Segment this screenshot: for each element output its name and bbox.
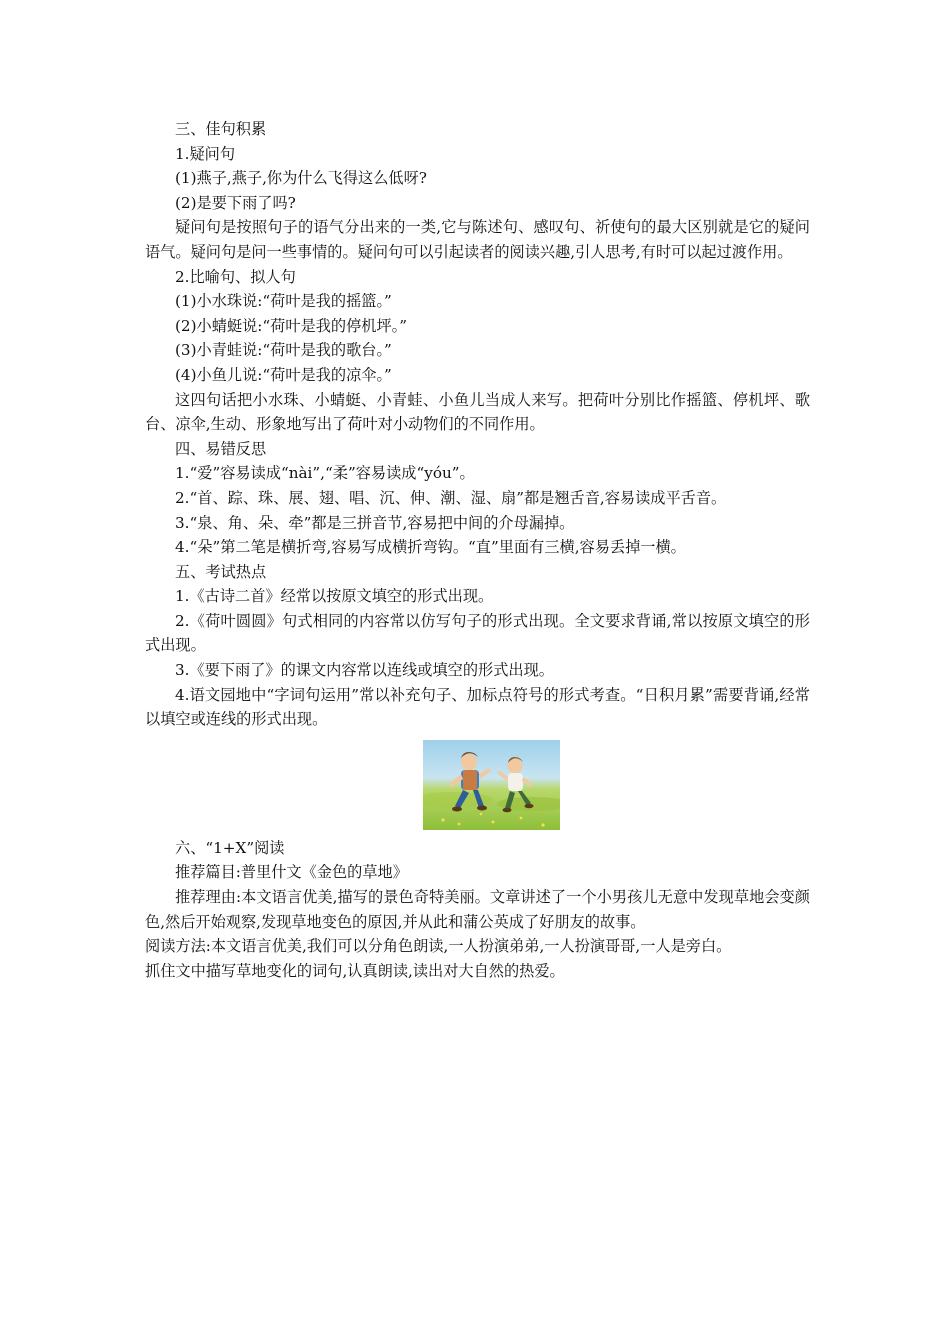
section-heading: 三、佳句积累 <box>175 120 267 138</box>
list-item: 2.“首、踪、珠、展、翅、唱、沉、伸、潮、湿、扇”都是翘舌音,容易读成平舌音。 <box>175 488 727 507</box>
recommendation-reason: 推荐理由:本文语言优美,描写的景色奇特美丽。文章讲述了一个小男孩儿无意中发现草地会变颜色,然后开始观察,发现草地变色的原因,并从此和蒲公英成了好朋友的故事。 <box>145 888 810 931</box>
section-heading: 五、考试热点 <box>175 562 267 581</box>
subheading: 2.比喻句、拟人句 <box>175 267 296 286</box>
reading-method: 抓住文中描写草地变化的词句,认真朗读,读出对大自然的热爱。 <box>145 961 565 980</box>
explanation-paragraph: 这四句话把小水珠、小蜻蜓、小青蛙、小鱼儿当成人来写。把荷叶分别比作摇篮、停机坪、歌台、凉伞,生动、形象地写出了荷叶对小动物们的不同作用。 <box>145 390 810 434</box>
section-heading: 六、“1+X”阅读 <box>175 838 285 857</box>
example-sentence: (2)小蜻蜓说:“荷叶是我的停机坪。” <box>175 316 407 335</box>
recommended-title: 推荐篇目:普里什文《金色的草地》 <box>175 863 408 882</box>
reading-method: 阅读方法:本文语言优美,我们可以分角色朗读,一人扮演弟弟,一人扮演哥哥,一人是旁白。 <box>145 937 732 956</box>
example-sentence: (1)小水珠说:“荷叶是我的摇篮。” <box>175 292 392 311</box>
list-item: 1.“爱”容易读成“nài”,“柔”容易读成“yóu”。 <box>175 464 475 483</box>
example-sentence: (4)小鱼儿说:“荷叶是我的凉伞。” <box>175 365 392 384</box>
list-item: 1.《古诗二首》经常以按原文填空的形式出现。 <box>175 587 494 606</box>
illustration-children-running <box>423 740 560 830</box>
list-item: 4.语文园地中“字词句运用”常以补充句子、加标点符号的形式考查。“日积月累”需要背诵,经常以填空或连线的形式出现。 <box>145 685 810 729</box>
section-heading: 四、易错反思 <box>175 439 267 458</box>
list-item: 4.“朵”第二笔是横折弯,容易写成横折弯钩。“直”里面有三横,容易丢掉一横。 <box>175 538 686 557</box>
example-sentence: (2)是要下雨了吗? <box>175 193 296 212</box>
example-sentence: (3)小青蛙说:“荷叶是我的歌台。” <box>175 341 392 360</box>
list-item: 3.“泉、角、朵、牵”都是三拼音节,容易把中间的介母漏掉。 <box>175 513 575 532</box>
list-item: 3.《要下雨了》的课文内容常以连线或填空的形式出现。 <box>175 661 554 680</box>
explanation-paragraph: 疑问句是按照句子的语气分出来的一类,它与陈述句、感叹句、祈使句的最大区别就是它的疑问语气。疑问句是问一些事情的。疑问句可以引起读者的阅读兴趣,引人思考,有时可以起过渡作用。 <box>145 218 810 261</box>
example-sentence: (1)燕子,燕子,你为什么飞得这么低呀? <box>175 169 427 188</box>
document-body <box>145 117 810 983</box>
subheading: 1.疑问句 <box>175 144 236 163</box>
list-item: 2.《荷叶圆圆》句式相同的内容常以仿写句子的形式出现。全文要求背诵,常以按原文填空的形式出现。 <box>145 611 810 655</box>
illustration-drawing <box>423 740 560 830</box>
